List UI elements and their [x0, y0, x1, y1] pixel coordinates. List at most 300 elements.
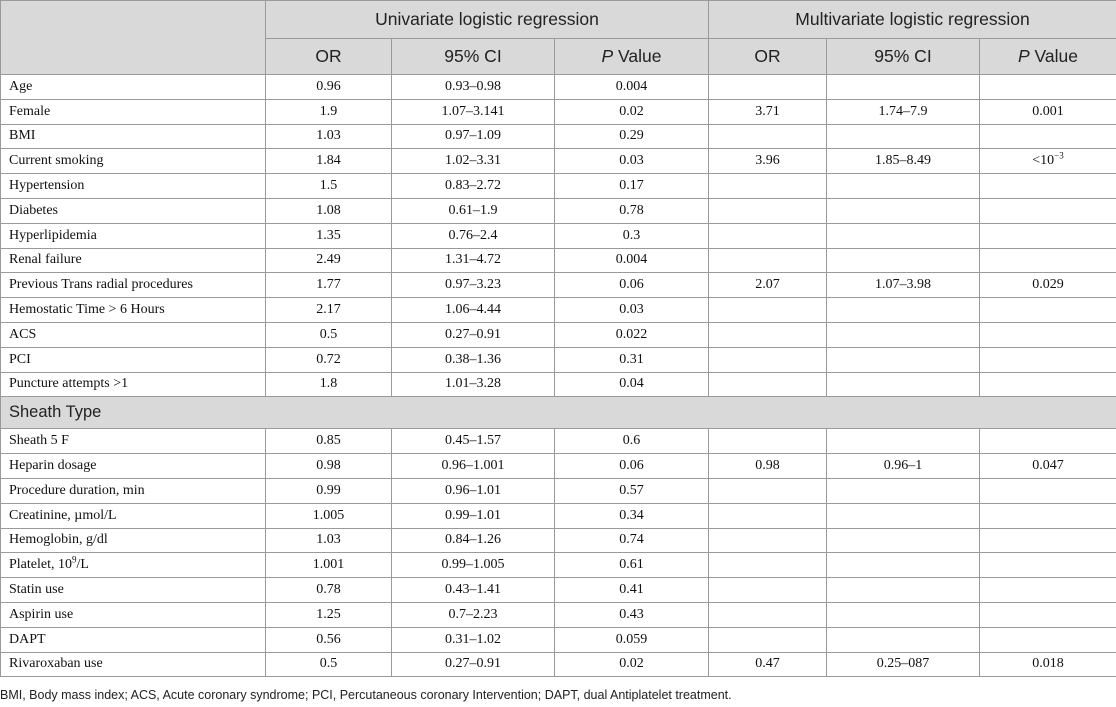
cell-multivariate-or [709, 578, 827, 603]
cell-value: 1.74–7.9 [878, 103, 928, 119]
cell-value: 0.45–1.57 [445, 433, 501, 449]
cell-value: 0.04 [619, 376, 644, 392]
cell-value: 0.93–0.98 [445, 78, 501, 94]
row-label-text: Hemostatic Time > 6 Hours [9, 302, 165, 318]
row-label-text: Procedure duration, min [9, 482, 145, 498]
cell-univariate-or [266, 578, 392, 603]
cell-multivariate-ci [827, 198, 980, 223]
cell-value: 1.31–4.72 [445, 252, 501, 268]
cell-univariate-ci [392, 298, 555, 323]
cell-value: 0.31 [619, 351, 644, 367]
cell-univariate-p [555, 528, 709, 553]
cell-value: 0.5 [319, 656, 338, 672]
cell-value: 1.03 [316, 532, 341, 548]
cell-univariate-p [555, 198, 709, 223]
row-label [1, 75, 266, 100]
cell-multivariate-p [980, 298, 1116, 323]
cell-multivariate-ci [827, 478, 980, 503]
cell-value: 1.01–3.28 [445, 376, 501, 392]
cell-univariate-ci [392, 322, 555, 347]
cell-multivariate-or [709, 652, 827, 677]
cell-multivariate-or [709, 503, 827, 528]
cell-univariate-ci [392, 553, 555, 578]
cell-multivariate-p [980, 553, 1116, 578]
cell-multivariate-or [709, 322, 827, 347]
cell-univariate-p [555, 99, 709, 124]
cell-univariate-p [555, 553, 709, 578]
cell-multivariate-ci [827, 627, 980, 652]
cell-multivariate-or [709, 248, 827, 273]
table-row [1, 578, 1116, 603]
cell-multivariate-p [980, 198, 1116, 223]
cell-multivariate-or [709, 528, 827, 553]
cell-multivariate-or [709, 223, 827, 248]
table-row [1, 602, 1116, 627]
table-row [1, 198, 1116, 223]
row-label [1, 553, 266, 578]
cell-value: 0.43 [619, 606, 644, 622]
cell-multivariate-ci [827, 429, 980, 454]
cell-value: 3.71 [755, 103, 780, 119]
cell-multivariate-ci [827, 174, 980, 199]
cell-univariate-ci [392, 273, 555, 298]
cell-value: 0.96–1.01 [445, 482, 501, 498]
cell-multivariate-ci [827, 503, 980, 528]
row-label [1, 454, 266, 479]
cell-univariate-ci [392, 124, 555, 149]
cell-value: 1.005 [312, 507, 345, 523]
cell-univariate-ci [392, 75, 555, 100]
cell-value: 1.001 [312, 557, 345, 573]
cell-value: 2.17 [316, 302, 341, 318]
section-label: Sheath Type [1, 397, 1116, 429]
cell-multivariate-p [980, 627, 1116, 652]
table-row [1, 322, 1116, 347]
cell-value: 0.98 [755, 458, 780, 474]
row-label-text: Renal failure [9, 252, 82, 268]
col-univariate-ci: 95% CI [392, 39, 555, 75]
cell-value: 0.004 [615, 252, 648, 268]
cell-univariate-or [266, 652, 392, 677]
cell-multivariate-p [980, 347, 1116, 372]
table-row [1, 248, 1116, 273]
cell-multivariate-p [980, 652, 1116, 677]
cell-multivariate-p [980, 273, 1116, 298]
table-row [1, 478, 1116, 503]
section-row-sheath-type [1, 397, 1116, 429]
row-label-text: Hemoglobin, g/dl [9, 532, 108, 548]
table-row [1, 149, 1116, 174]
cell-multivariate-p [980, 124, 1116, 149]
cell-multivariate-ci [827, 578, 980, 603]
cell-univariate-p [555, 149, 709, 174]
cell-value: 0.17 [619, 178, 644, 194]
cell-univariate-ci [392, 198, 555, 223]
col-univariate-or: OR [266, 39, 392, 75]
cell-value: 0.76–2.4 [448, 227, 498, 243]
row-label [1, 578, 266, 603]
row-label-suffix: /L [76, 557, 89, 573]
row-label-text: Creatinine, µmol/L [9, 507, 117, 523]
cell-multivariate-or [709, 99, 827, 124]
row-label [1, 503, 266, 528]
header-univariate: Univariate logistic regression [266, 1, 709, 39]
cell-value: 1.02–3.31 [445, 153, 501, 169]
cell-value: 1.8 [319, 376, 338, 392]
cell-value: 0.047 [1032, 458, 1064, 474]
cell-univariate-p [555, 627, 709, 652]
cell-value: 0.61 [619, 557, 644, 573]
row-label [1, 223, 266, 248]
row-label-text: Statin use [9, 582, 64, 598]
cell-univariate-ci [392, 174, 555, 199]
cell-univariate-ci [392, 149, 555, 174]
cell-value: 0.83–2.72 [445, 178, 501, 194]
table-row [1, 454, 1116, 479]
row-label-text: Hyperlipidemia [9, 227, 97, 243]
cell-multivariate-or [709, 124, 827, 149]
row-label-text: Heparin dosage [9, 458, 97, 474]
table-row [1, 298, 1116, 323]
row-label [1, 298, 266, 323]
cell-multivariate-or [709, 298, 827, 323]
row-label-text: Age [9, 78, 33, 94]
cell-univariate-or [266, 273, 392, 298]
cell-univariate-or [266, 553, 392, 578]
cell-value: 0.96 [316, 78, 341, 94]
cell-multivariate-p [980, 248, 1116, 273]
cell-univariate-p [555, 429, 709, 454]
cell-multivariate-ci [827, 602, 980, 627]
cell-univariate-p [555, 223, 709, 248]
cell-multivariate-p [980, 99, 1116, 124]
p-value-word: Value [613, 46, 662, 66]
cell-value: 0.29 [619, 128, 644, 144]
cell-multivariate-p [980, 503, 1116, 528]
cell-univariate-p [555, 578, 709, 603]
cell-multivariate-ci [827, 124, 980, 149]
cell-multivariate-or [709, 198, 827, 223]
cell-value: 0.47 [755, 656, 780, 672]
cell-multivariate-or [709, 553, 827, 578]
cell-multivariate-p [980, 149, 1116, 174]
cell-univariate-or [266, 627, 392, 652]
cell-univariate-ci [392, 528, 555, 553]
cell-value: 1.77 [316, 277, 341, 293]
cell-multivariate-or [709, 273, 827, 298]
cell-univariate-ci [392, 578, 555, 603]
cell-univariate-ci [392, 99, 555, 124]
col-multivariate-or: OR [709, 39, 827, 75]
table-footnote: BMI, Body mass index; ACS, Acute coronary syndrome; PCI, Percutaneous coronary Intervention; DAPT, dual Antiplatelet treatment. [0, 688, 732, 702]
cell-multivariate-ci [827, 347, 980, 372]
cell-multivariate-ci [827, 149, 980, 174]
row-label [1, 652, 266, 677]
cell-univariate-or [266, 298, 392, 323]
cell-multivariate-or [709, 174, 827, 199]
cell-univariate-p [555, 372, 709, 397]
cell-univariate-ci [392, 372, 555, 397]
cell-value: 0.03 [619, 302, 644, 318]
row-label-text: Previous Trans radial procedures [9, 277, 193, 293]
p-letter: P [601, 46, 614, 66]
cell-value: 1.85–8.49 [875, 153, 931, 169]
table-row [1, 124, 1116, 149]
cell-value: 3.96 [755, 153, 780, 169]
cell-multivariate-p [980, 478, 1116, 503]
cell-value: 1.35 [316, 227, 341, 243]
cell-univariate-p [555, 75, 709, 100]
cell-univariate-or [266, 429, 392, 454]
col-multivariate-ci: 95% CI [827, 39, 980, 75]
table-row [1, 372, 1116, 397]
cell-value: 0.02 [619, 103, 644, 119]
cell-univariate-p [555, 602, 709, 627]
cell-univariate-or [266, 602, 392, 627]
row-label-text: DAPT [9, 631, 46, 647]
row-label [1, 602, 266, 627]
header-row-groups [1, 1, 1116, 39]
row-label-text: Hypertension [9, 178, 85, 194]
row-label [1, 273, 266, 298]
cell-value: 0.7–2.23 [448, 606, 498, 622]
cell-value: 1.07–3.98 [875, 277, 931, 293]
cell-multivariate-ci [827, 322, 980, 347]
cell-value: 0.96–1.001 [441, 458, 505, 474]
cell-value: 0.98 [316, 458, 341, 474]
row-label-text: Rivaroxaban use [9, 656, 103, 672]
row-label [1, 347, 266, 372]
cell-multivariate-ci [827, 273, 980, 298]
row-label-text: PCI [9, 351, 31, 367]
table-body-top [1, 75, 1116, 397]
col-univariate-p [555, 39, 709, 75]
cell-multivariate-or [709, 627, 827, 652]
row-label [1, 149, 266, 174]
table-row [1, 347, 1116, 372]
cell-univariate-or [266, 528, 392, 553]
cell-value: 0.61–1.9 [448, 202, 498, 218]
cell-value: 0.78 [619, 202, 644, 218]
cell-multivariate-p [980, 578, 1116, 603]
cell-value: 0.99–1.005 [441, 557, 505, 573]
cell-value: 2.49 [316, 252, 341, 268]
cell-value: 0.31–1.02 [445, 631, 501, 647]
cell-univariate-or [266, 174, 392, 199]
cell-value: 0.029 [1032, 277, 1064, 293]
cell-univariate-or [266, 149, 392, 174]
row-label [1, 528, 266, 553]
cell-value: 1.9 [319, 103, 338, 119]
row-label-text: Sheath 5 F [9, 433, 69, 449]
cell-value: 0.78 [316, 582, 341, 598]
cell-value: 0.3 [622, 227, 641, 243]
cell-multivariate-or [709, 372, 827, 397]
row-label [1, 429, 266, 454]
cell-univariate-p [555, 652, 709, 677]
cell-value: 0.004 [615, 78, 648, 94]
cell-univariate-p [555, 503, 709, 528]
col-multivariate-p [980, 39, 1116, 75]
cell-univariate-p [555, 454, 709, 479]
cell-multivariate-or [709, 347, 827, 372]
cell-univariate-or [266, 75, 392, 100]
cell-value: 1.25 [316, 606, 341, 622]
cell-value: 1.07–3.141 [441, 103, 505, 119]
cell-multivariate-ci [827, 372, 980, 397]
cell-superscript: −3 [1054, 150, 1064, 161]
cell-univariate-p [555, 347, 709, 372]
row-label-text: Puncture attempts >1 [9, 376, 129, 392]
table-row [1, 553, 1116, 578]
row-label [1, 322, 266, 347]
cell-multivariate-ci [827, 248, 980, 273]
cell-multivariate-ci [827, 223, 980, 248]
cell-multivariate-p [980, 528, 1116, 553]
cell-univariate-p [555, 174, 709, 199]
cell-value: 0.99 [316, 482, 341, 498]
cell-univariate-p [555, 478, 709, 503]
table-row [1, 174, 1116, 199]
cell-value: 0.99–1.01 [445, 507, 501, 523]
cell-multivariate-ci [827, 298, 980, 323]
cell-value: 0.27–0.91 [445, 326, 501, 342]
cell-univariate-or [266, 478, 392, 503]
cell-value: 0.84–1.26 [445, 532, 501, 548]
table-row [1, 652, 1116, 677]
table-body-bottom [1, 429, 1116, 677]
cell-univariate-ci [392, 248, 555, 273]
row-label [1, 248, 266, 273]
cell-value: 0.97–1.09 [445, 128, 501, 144]
cell-value: 0.57 [619, 482, 644, 498]
row-label-text: Current smoking [9, 153, 104, 169]
cell-multivariate-or [709, 75, 827, 100]
cell-multivariate-p [980, 174, 1116, 199]
cell-value: 0.97–3.23 [445, 277, 501, 293]
cell-value: 0.02 [619, 656, 644, 672]
row-label-text: ACS [9, 326, 37, 342]
cell-value: 0.06 [619, 277, 644, 293]
cell-univariate-or [266, 223, 392, 248]
cell-value: 1.08 [316, 202, 341, 218]
cell-multivariate-p [980, 429, 1116, 454]
row-label [1, 372, 266, 397]
row-label [1, 627, 266, 652]
cell-multivariate-ci [827, 528, 980, 553]
row-label-text: Platelet, 10 [9, 557, 72, 573]
cell-value: 0.25–087 [876, 656, 930, 672]
cell-value: 0.96–1 [883, 458, 923, 474]
table-row [1, 503, 1116, 528]
cell-value: 1.5 [319, 178, 338, 194]
cell-multivariate-p [980, 322, 1116, 347]
cell-multivariate-or [709, 478, 827, 503]
cell-univariate-ci [392, 454, 555, 479]
cell-multivariate-p [980, 454, 1116, 479]
header-multivariate: Multivariate logistic regression [709, 1, 1116, 39]
cell-value: 0.018 [1032, 656, 1064, 672]
cell-value: 0.74 [619, 532, 644, 548]
cell-value: 0.56 [316, 631, 341, 647]
cell-value: 0.85 [316, 433, 341, 449]
cell-multivariate-or [709, 429, 827, 454]
cell-univariate-p [555, 298, 709, 323]
cell-multivariate-or [709, 454, 827, 479]
cell-multivariate-ci [827, 75, 980, 100]
row-label-text: Diabetes [9, 202, 58, 218]
cell-univariate-or [266, 124, 392, 149]
cell-univariate-ci [392, 223, 555, 248]
table-row [1, 75, 1116, 100]
table-row [1, 627, 1116, 652]
cell-univariate-or [266, 454, 392, 479]
cell-univariate-ci [392, 478, 555, 503]
cell-value: 0.022 [615, 326, 648, 342]
cell-value: 1.06–4.44 [445, 302, 501, 318]
cell-value: 0.001 [1032, 103, 1064, 119]
cell-value: 0.06 [619, 458, 644, 474]
cell-multivariate-ci [827, 454, 980, 479]
row-label-text: Female [9, 103, 51, 119]
row-label [1, 124, 266, 149]
cell-univariate-or [266, 503, 392, 528]
cell-multivariate-p [980, 75, 1116, 100]
row-label [1, 99, 266, 124]
cell-univariate-p [555, 322, 709, 347]
cell-value: 0.72 [316, 351, 341, 367]
cell-value: 0.059 [615, 631, 648, 647]
cell-multivariate-or [709, 149, 827, 174]
cell-value: 0.27–0.91 [445, 656, 501, 672]
cell-univariate-ci [392, 429, 555, 454]
cell-value: 0.6 [622, 433, 641, 449]
cell-value: 0.43–1.41 [445, 582, 501, 598]
cell-univariate-p [555, 248, 709, 273]
cell-multivariate-or [709, 602, 827, 627]
header-corner [1, 1, 266, 75]
cell-univariate-ci [392, 652, 555, 677]
cell-multivariate-ci [827, 553, 980, 578]
table-row [1, 273, 1116, 298]
cell-value: <10 [1032, 153, 1055, 169]
cell-value: 0.34 [619, 507, 644, 523]
cell-value: 0.41 [619, 582, 644, 598]
cell-multivariate-ci [827, 652, 980, 677]
row-label [1, 478, 266, 503]
cell-multivariate-p [980, 223, 1116, 248]
cell-univariate-or [266, 347, 392, 372]
row-label-superscript: 9 [72, 554, 77, 565]
cell-value: 1.84 [316, 153, 341, 169]
table-row [1, 223, 1116, 248]
cell-univariate-ci [392, 347, 555, 372]
row-label [1, 174, 266, 199]
cell-value: 0.38–1.36 [445, 351, 501, 367]
cell-univariate-or [266, 99, 392, 124]
cell-value: 0.03 [619, 153, 644, 169]
cell-value: 2.07 [755, 277, 780, 293]
cell-univariate-or [266, 198, 392, 223]
p-value-word: Value [1029, 46, 1078, 66]
cell-univariate-or [266, 322, 392, 347]
p-letter: P [1017, 46, 1030, 66]
table-body-section [1, 397, 1116, 429]
row-label-text: BMI [9, 128, 36, 144]
cell-multivariate-ci [827, 99, 980, 124]
cell-univariate-p [555, 273, 709, 298]
table-row [1, 99, 1116, 124]
